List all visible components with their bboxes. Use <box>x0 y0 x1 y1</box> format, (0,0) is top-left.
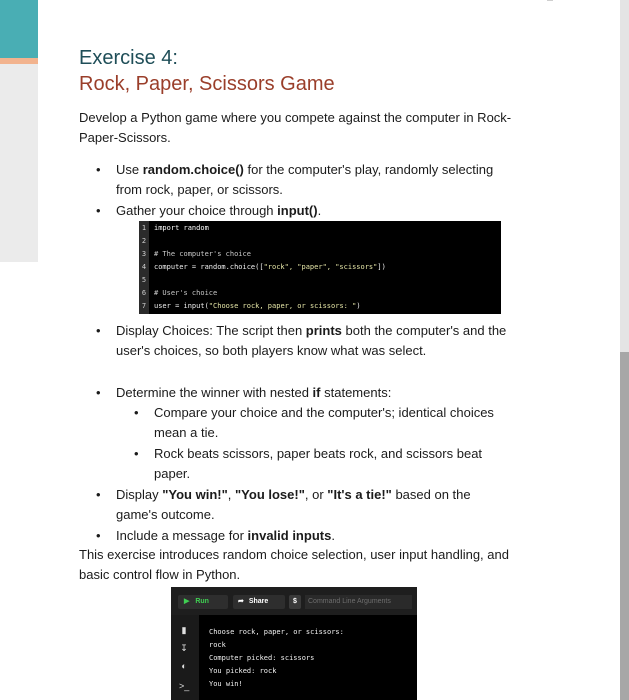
code-line <box>139 288 217 298</box>
scrollbar-thumb[interactable] <box>620 352 629 700</box>
bullet-text: . <box>331 528 335 543</box>
code-text: ) <box>356 302 361 310</box>
download-icon[interactable]: ↧ <box>180 643 188 653</box>
bullet-bold-text: "You lose!" <box>235 487 305 502</box>
code-string: "rock", "paper", "scissors" <box>263 263 378 271</box>
terminal-icon[interactable]: >_ <box>179 681 190 691</box>
teal-accent-tab <box>0 0 38 58</box>
exercise-game-title: Rock, Paper, Scissors Game <box>79 73 335 95</box>
bullet-random-choice <box>116 160 511 200</box>
bullet-text: Display <box>116 487 163 502</box>
code-text: computer = random.choice([ <box>154 263 264 271</box>
bullet-input <box>116 201 511 221</box>
code-line <box>139 249 251 259</box>
intro-paragraph: Develop a Python game where you compete against the computer in Rock-Paper-Scissors. <box>79 110 512 145</box>
code-text: ]) <box>377 263 386 271</box>
bullet-bold-text: prints <box>305 323 342 338</box>
subbullet-tie: • Compare your choice and the computer's; identical choices mean a tie. <box>154 403 511 443</box>
line-number: 1 <box>141 224 147 232</box>
code-comment: # User's choice <box>154 289 218 297</box>
bullet-text: both the computer's and the user's choices, so both players know what was select. <box>116 323 507 358</box>
orange-accent-line <box>0 58 38 64</box>
share-icon: ➦ <box>238 598 244 605</box>
share-button[interactable] <box>233 595 285 609</box>
bullet-bold-text: "It's a tie!" <box>327 487 392 502</box>
bullet-bold-text: "You win!" <box>162 487 228 502</box>
line-number: 4 <box>141 263 147 271</box>
console-output-line: rock <box>209 641 226 649</box>
exercise-number-title: Exercise 4: <box>79 47 178 69</box>
code-line <box>139 236 149 246</box>
bullet-invalid-inputs <box>116 526 511 546</box>
code-line <box>139 301 361 311</box>
code-snippet <box>139 221 501 314</box>
online-compiler-panel <box>171 587 417 700</box>
play-icon: ▶ <box>184 598 190 605</box>
line-number: 7 <box>141 302 147 310</box>
bullet-text: Display Choices: The script then <box>116 323 306 338</box>
command-line-args-input[interactable]: Command Line Arguments <box>305 595 412 609</box>
bullet-text: Determine the winner with nested <box>116 385 313 400</box>
bullet-text: , <box>227 487 236 502</box>
terminal-dollar-button[interactable]: $ <box>289 595 301 609</box>
bullet-text: . <box>317 203 322 218</box>
bullet-determine-winner <box>116 383 511 403</box>
theme-icon[interactable]: ◐ <box>181 661 187 671</box>
console-side-toolbar <box>171 615 199 700</box>
run-label: Run <box>195 598 209 605</box>
bullet-display-result <box>116 485 511 525</box>
bullet-text: based on the game's outcome. <box>116 487 471 522</box>
bullet-text: Include a message for <box>116 528 248 543</box>
line-number: 6 <box>141 289 147 297</box>
outro-paragraph: This exercise introduces random choice selection, user input handling, and basic control flow in Python. <box>79 547 509 582</box>
code-text: import random <box>154 224 209 232</box>
share-label: Share <box>248 598 269 605</box>
bullet-text: for the computer's play, randomly selecting from rock, paper, or scissors. <box>116 162 494 197</box>
code-string: "Choose rock, paper, or scissors: " <box>208 302 357 310</box>
console-output-line: Computer picked: scissors <box>209 654 315 662</box>
bullet-bold-text: invalid inputs <box>247 528 332 543</box>
console-output-line: You win! <box>209 680 243 688</box>
bullet-text: Use <box>116 162 143 177</box>
bullet-text: statements: <box>320 385 392 400</box>
compiler-toolbar <box>171 587 417 615</box>
console-output-line: Choose rock, paper, or scissors: <box>209 628 344 636</box>
file-icon[interactable]: ▮ <box>181 625 187 635</box>
code-comment: # The computer's choice <box>154 250 251 258</box>
run-button[interactable] <box>178 595 228 609</box>
bullet-bold-text: if <box>312 385 321 400</box>
subbullet-rules: • Rock beats scissors, paper beats rock, and scissors beat paper. <box>154 444 511 484</box>
code-line <box>139 275 149 285</box>
bullet-display-choices <box>116 321 511 361</box>
bullet-text: , or <box>304 487 328 502</box>
console-output-line: You picked: rock <box>209 667 277 675</box>
line-number: 5 <box>141 276 147 284</box>
line-number: 3 <box>141 250 147 258</box>
code-line <box>139 262 386 272</box>
bullet-bold-text: random.choice() <box>142 162 244 177</box>
code-text: user = input( <box>154 302 209 310</box>
line-number: 2 <box>141 237 147 245</box>
code-line <box>139 223 209 233</box>
top-divider-mark <box>547 0 553 1</box>
bullet-text: Gather your choice through <box>116 203 278 218</box>
bullet-bold-text: input() <box>277 203 318 218</box>
